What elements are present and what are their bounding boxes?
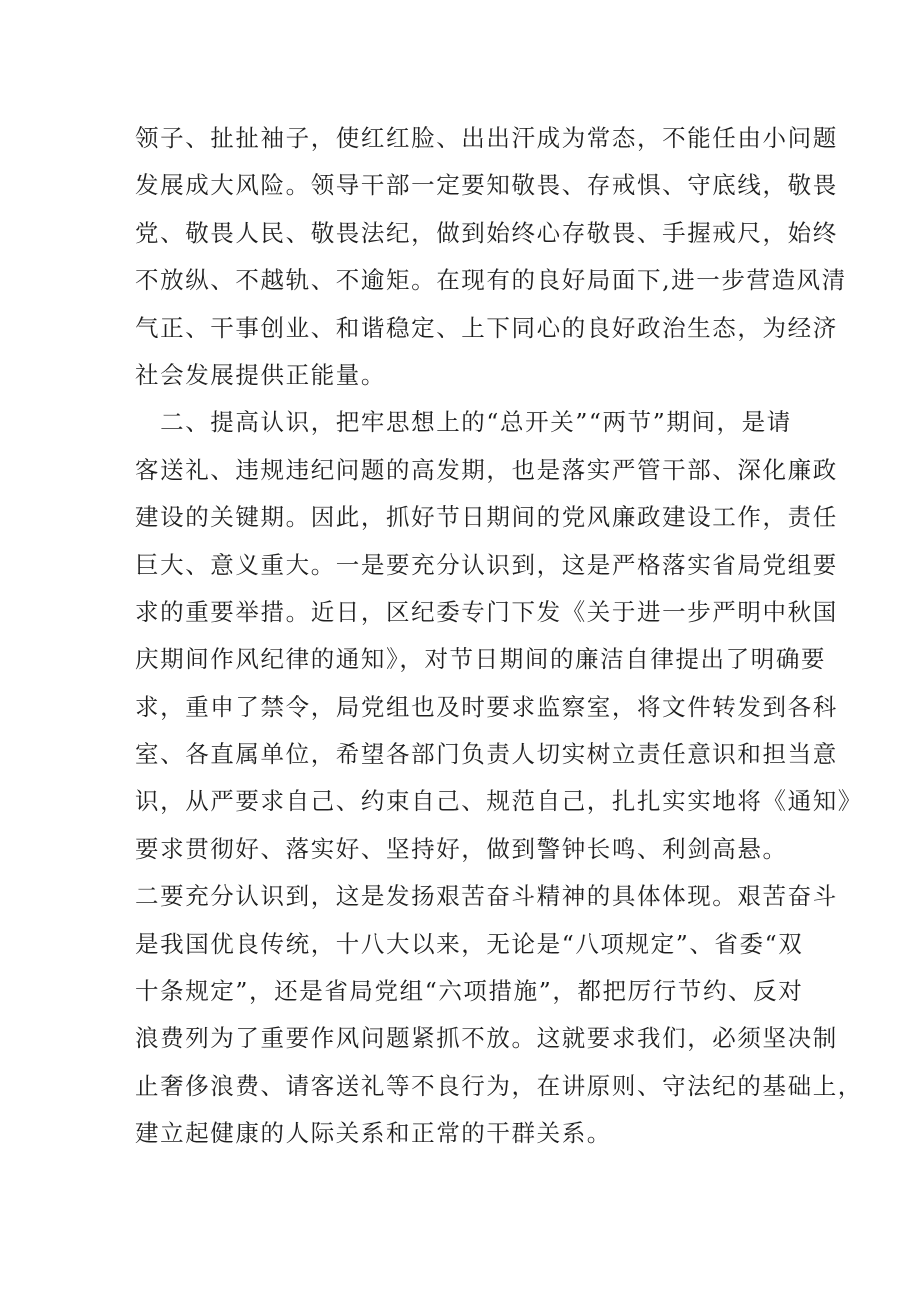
text-line: 党、敬畏人民、敬畏法纪，做到始终心存敬畏、手握戒尺，始终 xyxy=(135,218,838,247)
text-line: 识，从严要求自己、约束自己、规范自己，扎扎实实地将《通知》 xyxy=(135,787,863,816)
text-line: 十条规定”，还是省局党组“六项措施”，都把厉行节约、反对 xyxy=(135,977,804,1006)
text-line: 社会发展提供正能量。 xyxy=(135,360,386,389)
text-line: 室、各直属单位，希望各部门负责人切实树立责任意识和担当意 xyxy=(135,740,838,769)
text-line: 二要充分认识到，这是发扬艰苦奋斗精神的具体体现。艰苦奋斗 xyxy=(135,882,838,911)
body-text xyxy=(135,115,863,1158)
text-line: 浪费列为了重要作风问题紧抓不放。这就要求我们，必须坚决制 xyxy=(135,1024,838,1053)
text-line: 领子、扯扯袖子，使红红脸、出出汗成为常态，不能任由小问题 xyxy=(135,124,838,152)
text-line: 庆期间作风纪律的通知》，对节日期间的廉洁自律提出了明确要 xyxy=(135,645,827,674)
text-line: 客送礼、违规违纪问题的高发期，也是落实严管干部、深化廉政 xyxy=(135,455,838,484)
text-line: 止奢侈浪费、请客送礼等不良行为，在讲原则、守法纪的基础上， xyxy=(135,1071,863,1100)
text-line: 发展成大风险。领导干部一定要知敬畏、存戒惧、守底线，敬畏 xyxy=(135,171,838,200)
text-line: 建立起健康的人际关系和正常的干群关系。 xyxy=(135,1119,612,1148)
text-line: 不放纵、不越轨、不逾矩。在现有的良好局面下,进一步营造风清 xyxy=(135,266,847,295)
text-line: 建设的关键期。因此，抓好节日期间的党风廉政建设工作，责任 xyxy=(135,503,838,532)
text-line: 巨大、意义重大。一是要充分认识到，这是严格落实省局党组要 xyxy=(135,550,838,579)
text-line: 要求贯彻好、落实好、坚持好，做到警钟长鸣、利剑高悬。 xyxy=(135,834,788,863)
section-heading-line: 二、提高认识，把牢思想上的“总开关”“两节”期间，是请 xyxy=(135,408,792,437)
text-line: 求，重申了禁令，局党组也及时要求监察室，将文件转发到各科 xyxy=(135,692,838,721)
text-line: 气正、干事创业、和谐稳定、上下同心的良好政治生态，为经济 xyxy=(135,313,838,342)
text-line: 是我国优良传统，十八大以来，无论是“八项规定”、省委“双 xyxy=(135,929,804,958)
text-line: 求的重要举措。近日，区纪委专门下发《关于进一步严明中秋国 xyxy=(135,597,838,626)
